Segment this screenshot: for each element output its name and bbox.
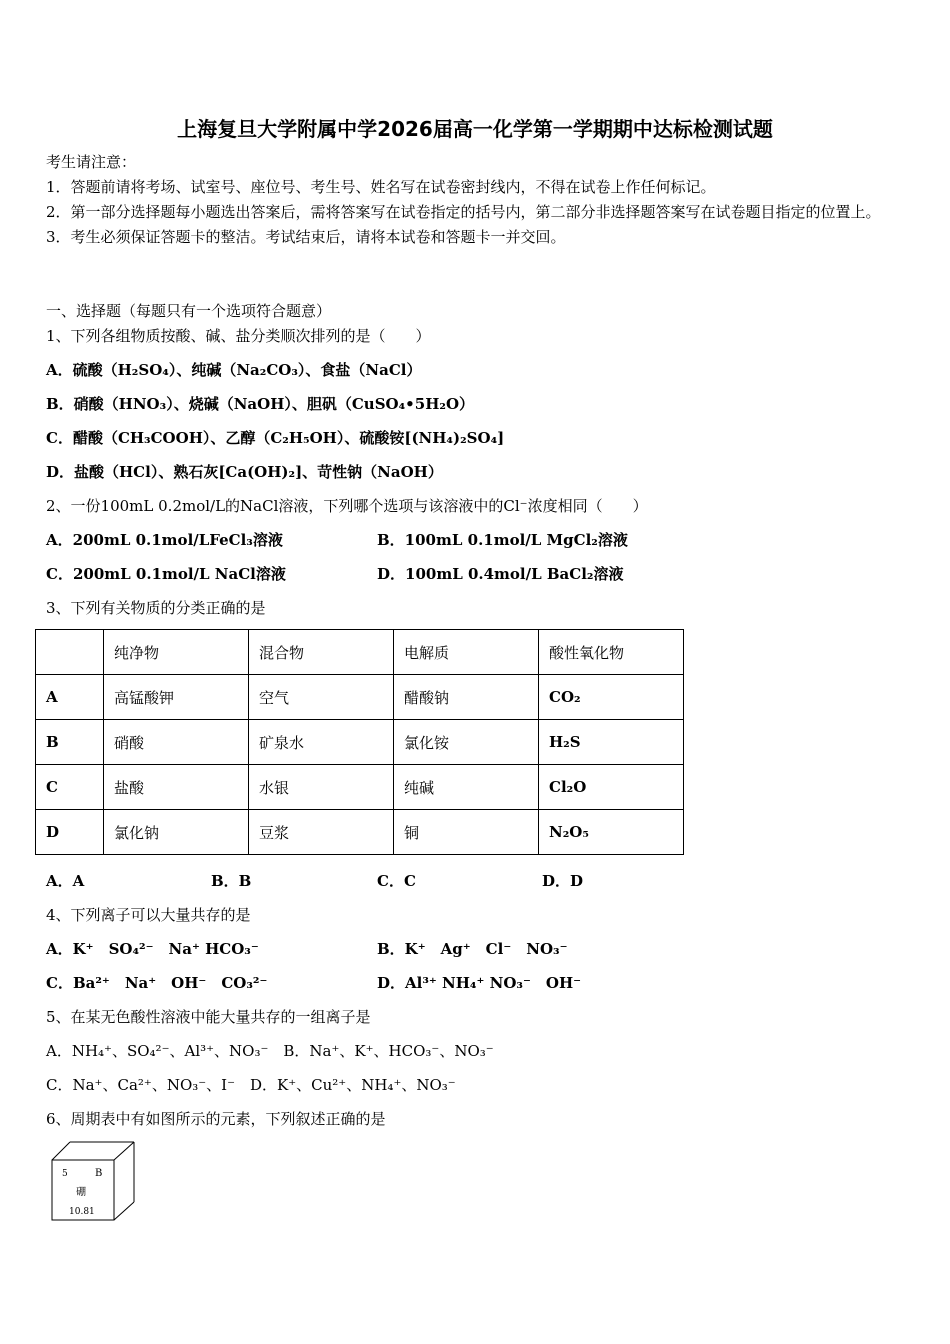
q1-option-c: C．醋酸（CH₃COOH）、乙醇（C₂H₅OH）、硫酸铵[(NH₄)₂SO₄] bbox=[46, 429, 505, 447]
q3-option-d: D．D bbox=[542, 872, 584, 890]
notice-heading: 考生请注意： bbox=[46, 153, 137, 171]
q1-option-b: B．硝酸（HNO₃）、烧碱（NaOH）、胆矾（CuSO₄•5H₂O） bbox=[46, 395, 475, 413]
q1-option-d: D．盐酸（HCl）、熟石灰[Ca(OH)₂]、苛性钠（NaOH） bbox=[46, 463, 443, 481]
table-cell: 矿泉水 bbox=[249, 720, 394, 765]
element-symbol: B bbox=[95, 1168, 103, 1179]
notice-item-1: 1．答题前请将考场、试室号、座位号、考生号、姓名写在试卷密封线内，不得在试卷上作任何标记。 bbox=[46, 178, 716, 196]
table-cell: Cl₂O bbox=[539, 765, 684, 810]
table-cell: C bbox=[36, 765, 104, 810]
q2-option-d: D．100mL 0.4mol/L BaCl₂溶液 bbox=[377, 565, 624, 583]
q6-stem: 6、周期表中有如图所示的元素，下列叙述正确的是 bbox=[46, 1110, 386, 1128]
element-atomic-mass: 10.81 bbox=[69, 1207, 95, 1217]
classification-table bbox=[35, 629, 684, 855]
section-heading: 一、选择题（每题只有一个选项符合题意） bbox=[46, 302, 332, 320]
table-cell: A bbox=[36, 675, 104, 720]
table-header-row bbox=[36, 630, 684, 675]
q3-option-a: A．A bbox=[46, 872, 85, 890]
table-cell: 空气 bbox=[249, 675, 394, 720]
notice-section bbox=[46, 150, 896, 250]
q3-option-b: B．B bbox=[211, 872, 252, 890]
q2-option-c: C．200mL 0.1mol/L NaCl溶液 bbox=[46, 565, 286, 583]
table-cell: 豆浆 bbox=[249, 810, 394, 855]
table-header-cell: 纯净物 bbox=[104, 630, 249, 675]
q5-options-line-2: C．Na⁺、Ca²⁺、NO₃⁻、I⁻ D．K⁺、Cu²⁺、NH₄⁺、NO₃⁻ bbox=[46, 1076, 456, 1094]
table-header-cell: 电解质 bbox=[394, 630, 539, 675]
q4-option-a: A．K⁺ SO₄²⁻ Na⁺ HCO₃⁻ bbox=[46, 940, 259, 958]
table-cell: 氯化钠 bbox=[104, 810, 249, 855]
table-cell: 纯碱 bbox=[394, 765, 539, 810]
table-cell: D bbox=[36, 810, 104, 855]
q5-options-line-1: A．NH₄⁺、SO₄²⁻、Al³⁺、NO₃⁻ B．Na⁺、K⁺、HCO₃⁻、NO₃⁻ bbox=[46, 1042, 494, 1060]
table-row bbox=[36, 720, 684, 765]
table-cell: 铜 bbox=[394, 810, 539, 855]
table-cell: N₂O₅ bbox=[539, 810, 684, 855]
q4-option-c: C．Ba²⁺ Na⁺ OH⁻ CO₃²⁻ bbox=[46, 974, 268, 992]
q2-option-a: A．200mL 0.1mol/LFeCl₃溶液 bbox=[46, 531, 283, 549]
q3-stem: 3、下列有关物质的分类正确的是 bbox=[46, 599, 266, 617]
q2-stem: 2、一份100mL 0.2mol/L的NaCl溶液，下列哪个选项与该溶液中的Cl⁻浓度相同（ ） bbox=[46, 497, 648, 515]
table-cell: 盐酸 bbox=[104, 765, 249, 810]
table-cell: 氯化铵 bbox=[394, 720, 539, 765]
element-name: 硼 bbox=[76, 1187, 86, 1198]
q3-option-c: C．C bbox=[377, 872, 416, 890]
q1-stem: 1、下列各组物质按酸、碱、盐分类顺次排列的是（ ） bbox=[46, 327, 431, 345]
q4-stem: 4、下列离子可以大量共存的是 bbox=[46, 906, 251, 924]
table-row bbox=[36, 765, 684, 810]
element-cell-cube bbox=[50, 1140, 140, 1224]
notice-item-3: 3．考生必须保证答题卡的整洁。考试结束后，请将本试卷和答题卡一并交回。 bbox=[46, 228, 566, 246]
table-row bbox=[36, 675, 684, 720]
q1-option-a: A．硫酸（H₂SO₄）、纯碱（Na₂CO₃）、食盐（NaCl） bbox=[46, 361, 422, 379]
table-cell: H₂S bbox=[539, 720, 684, 765]
table-row bbox=[36, 810, 684, 855]
q4-option-b: B．K⁺ Ag⁺ Cl⁻ NO₃⁻ bbox=[377, 940, 568, 958]
q5-stem: 5、在某无色酸性溶液中能大量共存的一组离子是 bbox=[46, 1008, 371, 1026]
q2-option-b: B．100mL 0.1mol/L MgCl₂溶液 bbox=[377, 531, 628, 549]
table-cell: CO₂ bbox=[539, 675, 684, 720]
q4-option-d: D．Al³⁺ NH₄⁺ NO₃⁻ OH⁻ bbox=[377, 974, 582, 992]
table-cell: 水银 bbox=[249, 765, 394, 810]
exam-title: 上海复旦大学附属中学2026届高一化学第一学期期中达标检测试题 bbox=[177, 117, 773, 141]
element-atomic-number: 5 bbox=[62, 1169, 68, 1179]
notice-item-2: 2．第一部分选择题每小题选出答案后，需将答案写在试卷指定的括号内，第二部分非选择题答案写在试卷题目指定的位置上。 bbox=[46, 203, 881, 221]
table-header-cell: 酸性氧化物 bbox=[539, 630, 684, 675]
table-cell: B bbox=[36, 720, 104, 765]
table-cell: 硝酸 bbox=[104, 720, 249, 765]
table-cell: 高锰酸钾 bbox=[104, 675, 249, 720]
table-cell: 醋酸钠 bbox=[394, 675, 539, 720]
table-header-cell: 混合物 bbox=[249, 630, 394, 675]
table-header-cell bbox=[36, 630, 104, 675]
